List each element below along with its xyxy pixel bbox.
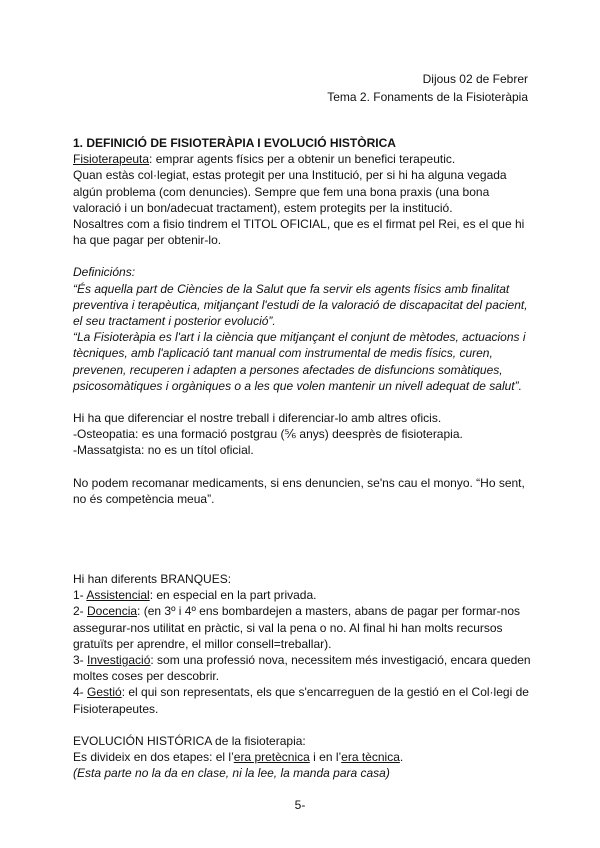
era-pretecnica: era pretècnica	[233, 750, 310, 765]
definition-1: “És aquella part de Ciències de la Salut que fa servir els agents físics amb finalitat preventiva i terapèutica, mitjançant l'estudi de la valoració de discapacitat del pacient, el seu tractament i posterior evolució”.	[73, 281, 528, 329]
document-body	[73, 135, 533, 782]
evolution-title: EVOLUCIÓN HISTÓRICA de la fisioterapia:	[73, 733, 306, 748]
evolution-text: i en l’	[309, 750, 342, 765]
difference-massatgista: -Massatgista: no es un títol oficial.	[73, 443, 254, 458]
branch-number: 3-	[73, 653, 88, 668]
page-header	[327, 70, 528, 106]
difference-osteopatia: -Osteopatia: es una formació postgrau (⅚ anys) deesprès de fisioterapia.	[73, 427, 463, 442]
definition-2: “La Fisioteràpia es l'art i la ciència que mitjançant el conjunt de mètodes, actuacions i tècniques, amb l'aplicació tant manual com instrumental de medis físics, curen, prevenen, recuperen i adapten a persones afectades de disfuncions somàtiques, psicosomàtiques i orgàniques o a les que volen mantenir un nivell adequat de salut”.	[73, 330, 526, 393]
evolution-text: .	[399, 750, 404, 765]
branches-intro: Hi han diferents BRANQUES:	[73, 572, 232, 587]
branch-text: : en especial en la part privada.	[149, 588, 317, 603]
branch-text: : (en 3º i 4º ens bombardejen a masters, abans de pagar per formar-nos assegurar-nos utilitat en pràctic, si val la pena o no. Al final hi han molts recursos gratuïts per aprendre, el millor consell=treballar).	[73, 604, 521, 651]
branch-number: 2-	[73, 604, 88, 619]
header-topic: Tema 2. Fonaments de la Fisioteràpia	[327, 90, 528, 104]
definitions-label: Definicións:	[73, 265, 136, 280]
branch-item	[73, 587, 533, 603]
term-definition	[73, 151, 533, 167]
branch-item	[73, 652, 533, 684]
differences-intro: Hi ha que diferenciar el nostre treball i diferenciar-lo amb altres oficis.	[73, 411, 442, 426]
branch-name: Assistencial	[86, 588, 150, 603]
header-date: Dijous 02 de Febrer	[422, 72, 528, 86]
branch-name: Investigació	[87, 653, 151, 668]
branch-text: : som una professió nova, necessitem més investigació, encara queden moltes coses per descobrir.	[73, 653, 531, 684]
branch-text: : el qui son representats, els que s'encarreguen de la gestió en el Col·legi de Fisioterapeutes.	[73, 685, 529, 716]
paragraph-titol-oficial: Nosaltres com a fisio tindrem el TITOL OFICIAL, que es el firmat pel Rei, es el que hi ha que pagar per obtenir-lo.	[73, 217, 525, 248]
branch-number: 4-	[73, 685, 88, 700]
branch-item	[73, 603, 533, 652]
evolution-stages	[73, 749, 533, 765]
branch-name: Gestió	[87, 685, 122, 700]
section-title: 1. DEFINICIÓ DE FISIOTERÀPIA I EVOLUCIÓ HISTÒRICA	[73, 136, 396, 150]
branch-name: Docencia	[87, 604, 138, 619]
paragraph-collegiat: Quan estàs col·legiat, estas protegit per una Institució, per si hi ha alguna vegada algún problema (com denuncies). Sempre que fem una bona praxis (una bona valoració i un bon/adecuat tractament), estem protegits per la institució.	[73, 168, 507, 215]
branch-item	[73, 684, 533, 716]
evolution-note: (Esta parte no la da en clase, ni la lee, la manda para casa)	[73, 766, 390, 781]
term-definition-text: : emprar agents físics per a obtenir un benefici terapeutic.	[149, 152, 456, 167]
era-tecnica: era tècnica	[341, 750, 400, 765]
term-fisioterapeuta: Fisioterapeuta	[73, 152, 150, 167]
medication-note: No podem recomanar medicaments, si ens denuncien, se'ns cau el monyo. “Ho sent, no és competència meua”.	[73, 475, 525, 506]
evolution-text: Es divideix en dos etapes: el l’	[73, 750, 234, 765]
page-number: 5-	[294, 798, 306, 812]
branch-number: 1-	[73, 588, 87, 603]
